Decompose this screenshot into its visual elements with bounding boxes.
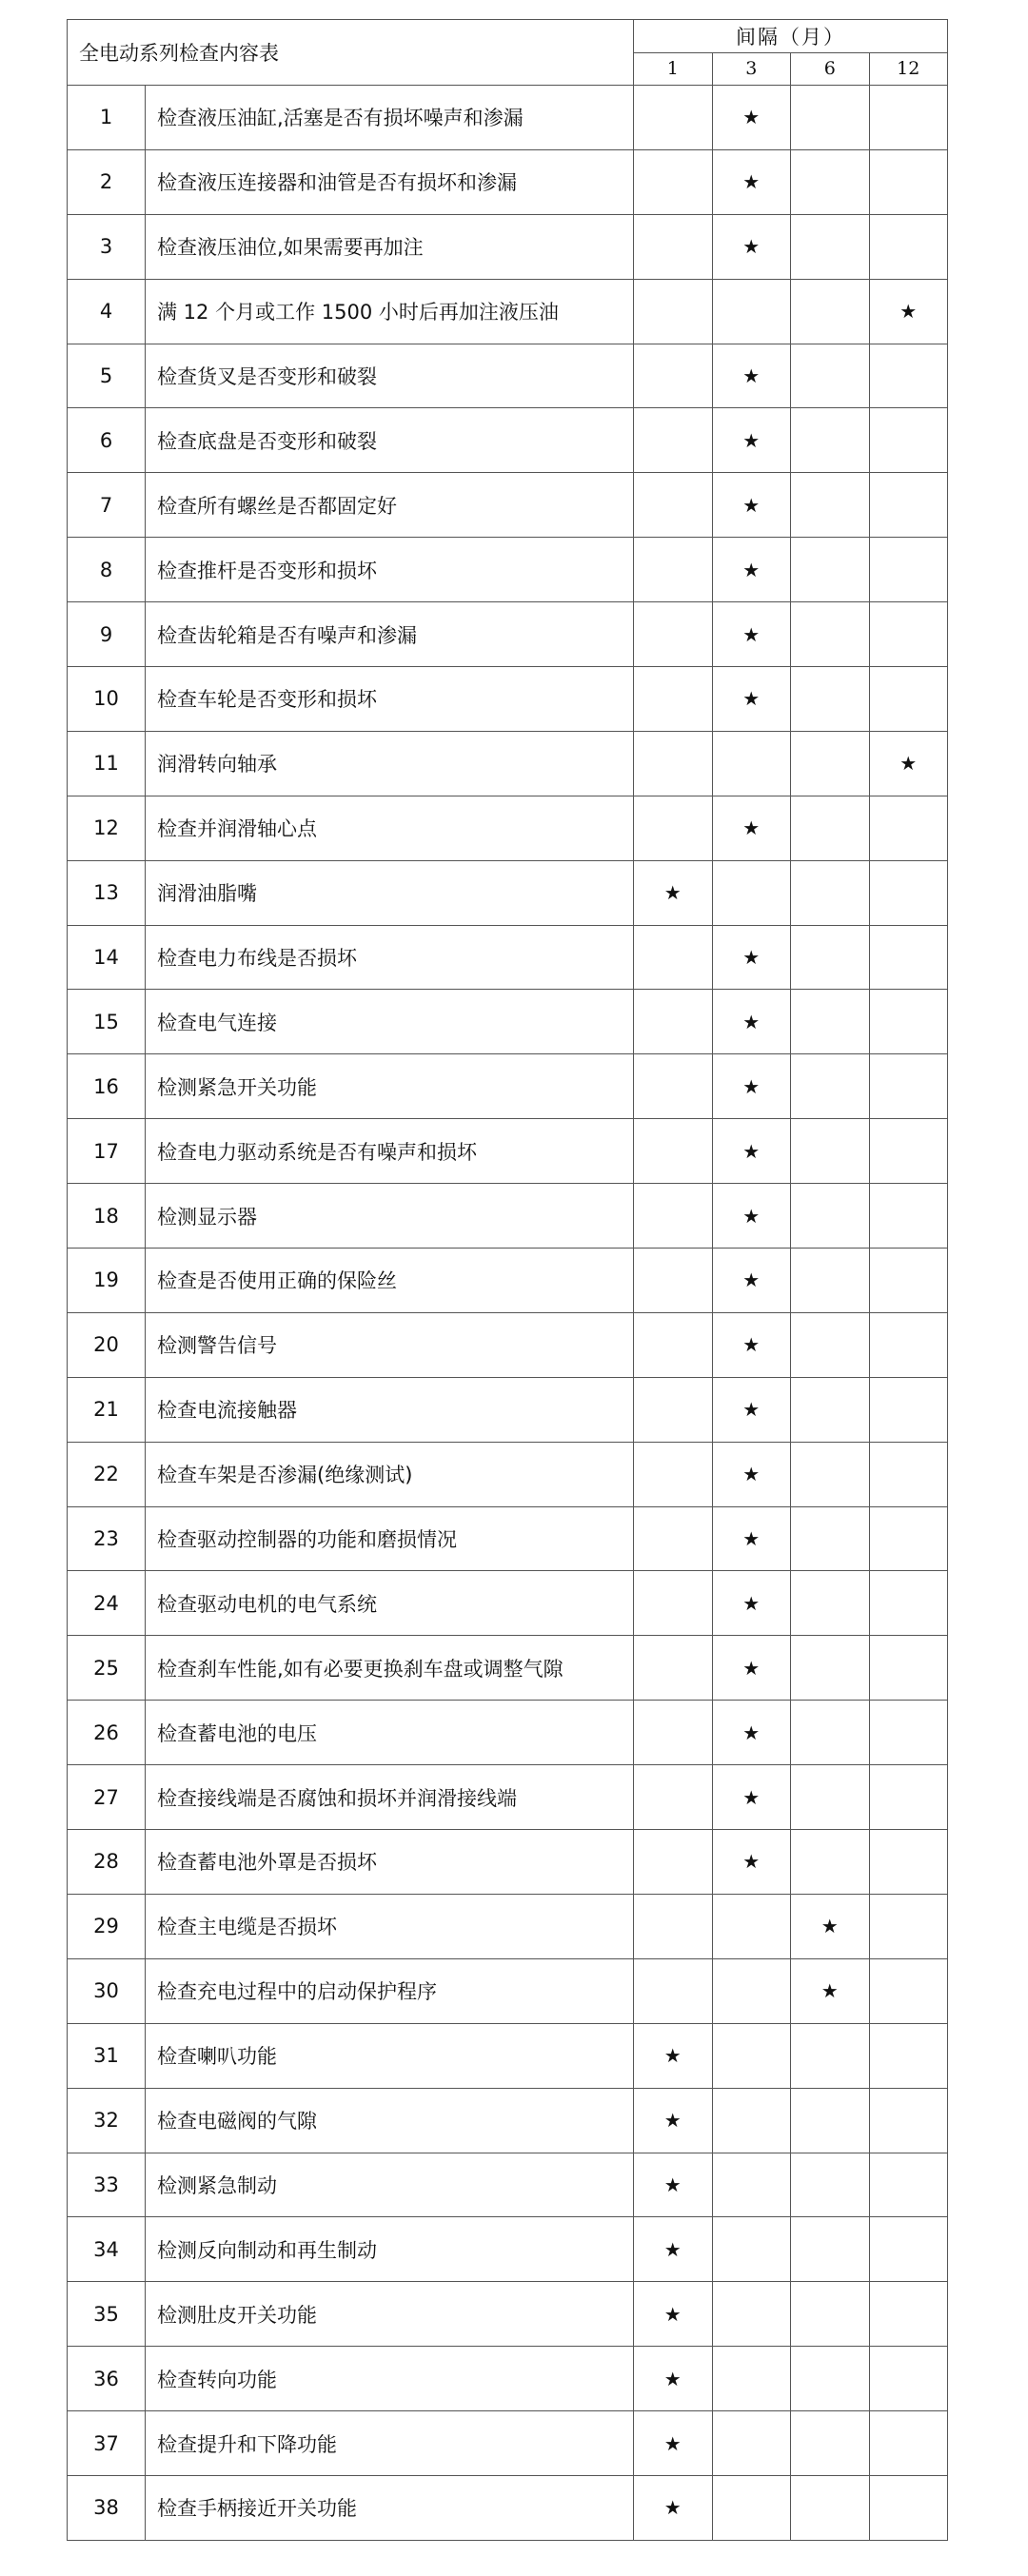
- month-header-6: 6: [791, 52, 870, 86]
- interval-mark-1-month: ★: [634, 2282, 713, 2347]
- inspection-table: [67, 19, 948, 2541]
- row-number: 23: [68, 1506, 146, 1571]
- row-number: 34: [68, 2217, 146, 2282]
- interval-mark-3-month: ★: [712, 408, 791, 473]
- month-header-12: 12: [869, 52, 948, 86]
- row-number: 1: [68, 86, 146, 150]
- interval-mark-6-month: [791, 1054, 870, 1119]
- interval-mark-3-month: [712, 2217, 791, 2282]
- row-description: 检查底盘是否变形和破裂: [146, 408, 634, 473]
- interval-mark-12-month: [869, 602, 948, 667]
- row-number: 22: [68, 1442, 146, 1506]
- table-row: [68, 602, 948, 667]
- interval-mark-12-month: [869, 2088, 948, 2153]
- interval-mark-3-month: ★: [712, 667, 791, 732]
- interval-mark-1-month: [634, 473, 713, 538]
- interval-mark-1-month: [634, 925, 713, 990]
- table-row: [68, 473, 948, 538]
- row-number: 5: [68, 344, 146, 408]
- row-description: 检测反向制动和再生制动: [146, 2217, 634, 2282]
- row-number: 3: [68, 214, 146, 279]
- row-description: 检测紧急开关功能: [146, 1054, 634, 1119]
- table-row: [68, 1249, 948, 1313]
- interval-mark-6-month: [791, 1184, 870, 1249]
- row-description: 检查推杆是否变形和损坏: [146, 538, 634, 602]
- interval-mark-1-month: [634, 1249, 713, 1313]
- interval-mark-12-month: [869, 2153, 948, 2217]
- interval-mark-1-month: ★: [634, 2411, 713, 2476]
- interval-mark-3-month: [712, 731, 791, 796]
- interval-mark-3-month: [712, 279, 791, 344]
- row-number: 7: [68, 473, 146, 538]
- table-row: [68, 1701, 948, 1765]
- interval-mark-12-month: [869, 538, 948, 602]
- row-description: 检查电力布线是否损坏: [146, 925, 634, 990]
- row-description: 检查蓄电池外罩是否损坏: [146, 1830, 634, 1895]
- interval-mark-1-month: [634, 279, 713, 344]
- interval-mark-1-month: [634, 796, 713, 860]
- interval-mark-3-month: ★: [712, 214, 791, 279]
- interval-mark-3-month: ★: [712, 1701, 791, 1765]
- interval-mark-3-month: ★: [712, 86, 791, 150]
- interval-mark-3-month: [712, 2088, 791, 2153]
- table-row: [68, 667, 948, 732]
- interval-mark-1-month: [634, 1184, 713, 1249]
- row-number: 13: [68, 860, 146, 925]
- interval-mark-6-month: [791, 1636, 870, 1701]
- table-row: [68, 408, 948, 473]
- interval-mark-12-month: [869, 860, 948, 925]
- interval-mark-6-month: [791, 1442, 870, 1506]
- interval-mark-3-month: ★: [712, 1377, 791, 1442]
- table-row: [68, 1830, 948, 1895]
- interval-mark-6-month: [791, 1249, 870, 1313]
- row-number: 9: [68, 602, 146, 667]
- interval-mark-12-month: [869, 1958, 948, 2023]
- row-description: 检测警告信号: [146, 1312, 634, 1377]
- interval-mark-6-month: [791, 1506, 870, 1571]
- table-row: [68, 1442, 948, 1506]
- interval-mark-6-month: [791, 796, 870, 860]
- interval-mark-3-month: [712, 860, 791, 925]
- interval-mark-12-month: [869, 1377, 948, 1442]
- interval-mark-6-month: [791, 86, 870, 150]
- interval-mark-1-month: [634, 86, 713, 150]
- row-description: 检查手柄接近开关功能: [146, 2475, 634, 2540]
- interval-mark-12-month: [869, 2217, 948, 2282]
- interval-mark-1-month: [634, 538, 713, 602]
- row-number: 21: [68, 1377, 146, 1442]
- row-number: 30: [68, 1958, 146, 2023]
- row-number: 37: [68, 2411, 146, 2476]
- interval-mark-12-month: [869, 1054, 948, 1119]
- interval-mark-1-month: [634, 1701, 713, 1765]
- table-row: [68, 1184, 948, 1249]
- interval-mark-12-month: [869, 1506, 948, 1571]
- interval-mark-1-month: [634, 1054, 713, 1119]
- interval-mark-6-month: [791, 731, 870, 796]
- table-row: [68, 1119, 948, 1184]
- interval-mark-6-month: [791, 473, 870, 538]
- interval-mark-3-month: ★: [712, 1636, 791, 1701]
- interval-mark-6-month: ★: [791, 1958, 870, 2023]
- interval-mark-1-month: ★: [634, 2023, 713, 2088]
- interval-mark-1-month: [634, 344, 713, 408]
- row-description: 检查液压连接器和油管是否有损坏和渗漏: [146, 149, 634, 214]
- interval-mark-6-month: [791, 2475, 870, 2540]
- interval-mark-6-month: ★: [791, 1894, 870, 1958]
- interval-mark-6-month: [791, 2347, 870, 2411]
- table-title: 全电动系列检查内容表: [68, 20, 634, 86]
- interval-mark-6-month: [791, 1312, 870, 1377]
- interval-mark-12-month: [869, 2282, 948, 2347]
- interval-mark-3-month: ★: [712, 1312, 791, 1377]
- row-description: 检查货叉是否变形和破裂: [146, 344, 634, 408]
- interval-mark-6-month: [791, 925, 870, 990]
- interval-mark-12-month: [869, 1636, 948, 1701]
- row-description: 检查并润滑轴心点: [146, 796, 634, 860]
- interval-mark-3-month: [712, 2475, 791, 2540]
- interval-mark-6-month: [791, 1119, 870, 1184]
- row-description: 润滑转向轴承: [146, 731, 634, 796]
- row-number: 20: [68, 1312, 146, 1377]
- interval-mark-6-month: [791, 2023, 870, 2088]
- interval-mark-1-month: [634, 667, 713, 732]
- row-description: 检查液压油位,如果需要再加注: [146, 214, 634, 279]
- row-description: 检查电力驱动系统是否有噪声和损坏: [146, 1119, 634, 1184]
- interval-mark-6-month: [791, 2153, 870, 2217]
- interval-mark-1-month: [634, 1506, 713, 1571]
- interval-mark-12-month: [869, 1442, 948, 1506]
- row-number: 8: [68, 538, 146, 602]
- interval-mark-3-month: ★: [712, 1765, 791, 1830]
- interval-mark-12-month: [869, 990, 948, 1054]
- table-row: [68, 149, 948, 214]
- table-row: [68, 1312, 948, 1377]
- interval-mark-3-month: ★: [712, 149, 791, 214]
- interval-mark-3-month: ★: [712, 1571, 791, 1636]
- row-number: 15: [68, 990, 146, 1054]
- month-header-1: 1: [634, 52, 713, 86]
- table-row: [68, 860, 948, 925]
- row-description: 检查主电缆是否损坏: [146, 1894, 634, 1958]
- table-row: [68, 2347, 948, 2411]
- interval-mark-6-month: [791, 279, 870, 344]
- table-row: [68, 1894, 948, 1958]
- table-row: [68, 344, 948, 408]
- table-row: [68, 2023, 948, 2088]
- interval-mark-3-month: [712, 2347, 791, 2411]
- table-row: [68, 1377, 948, 1442]
- row-number: 25: [68, 1636, 146, 1701]
- interval-mark-12-month: [869, 2411, 948, 2476]
- table-row: [68, 990, 948, 1054]
- table-row: [68, 1571, 948, 1636]
- interval-mark-6-month: [791, 214, 870, 279]
- interval-mark-1-month: [634, 1958, 713, 2023]
- interval-mark-12-month: [869, 1312, 948, 1377]
- interval-mark-6-month: [791, 344, 870, 408]
- interval-mark-12-month: [869, 667, 948, 732]
- interval-mark-12-month: [869, 796, 948, 860]
- row-number: 32: [68, 2088, 146, 2153]
- interval-mark-12-month: [869, 2023, 948, 2088]
- row-number: 29: [68, 1894, 146, 1958]
- interval-mark-3-month: ★: [712, 1442, 791, 1506]
- interval-mark-1-month: [634, 602, 713, 667]
- interval-mark-1-month: [634, 214, 713, 279]
- row-description: 检查所有螺丝是否都固定好: [146, 473, 634, 538]
- row-number: 4: [68, 279, 146, 344]
- table-row: [68, 2411, 948, 2476]
- interval-mark-6-month: [791, 1571, 870, 1636]
- interval-mark-1-month: ★: [634, 2347, 713, 2411]
- interval-mark-12-month: [869, 1701, 948, 1765]
- interval-header: 间隔（月）: [634, 20, 948, 53]
- table-row: [68, 796, 948, 860]
- row-description: 检查驱动电机的电气系统: [146, 1571, 634, 1636]
- interval-mark-1-month: ★: [634, 2475, 713, 2540]
- row-number: 27: [68, 1765, 146, 1830]
- table-row: [68, 2475, 948, 2540]
- interval-mark-12-month: [869, 408, 948, 473]
- interval-mark-1-month: [634, 990, 713, 1054]
- interval-mark-12-month: [869, 925, 948, 990]
- row-description: 检查刹车性能,如有必要更换刹车盘或调整气隙: [146, 1636, 634, 1701]
- row-number: 6: [68, 408, 146, 473]
- table-body: [68, 86, 948, 2541]
- interval-mark-3-month: ★: [712, 796, 791, 860]
- row-number: 2: [68, 149, 146, 214]
- interval-mark-1-month: [634, 1571, 713, 1636]
- interval-mark-12-month: [869, 1119, 948, 1184]
- interval-mark-3-month: ★: [712, 602, 791, 667]
- interval-mark-12-month: ★: [869, 731, 948, 796]
- row-number: 35: [68, 2282, 146, 2347]
- interval-mark-6-month: [791, 2282, 870, 2347]
- interval-mark-6-month: [791, 1377, 870, 1442]
- interval-mark-6-month: [791, 602, 870, 667]
- row-number: 24: [68, 1571, 146, 1636]
- interval-mark-3-month: [712, 2153, 791, 2217]
- row-description: 检测显示器: [146, 1184, 634, 1249]
- interval-mark-3-month: [712, 2023, 791, 2088]
- row-number: 16: [68, 1054, 146, 1119]
- row-description: 检测肚皮开关功能: [146, 2282, 634, 2347]
- interval-mark-12-month: [869, 1830, 948, 1895]
- interval-mark-3-month: ★: [712, 925, 791, 990]
- row-description: 检查接线端是否腐蚀和损坏并润滑接线端: [146, 1765, 634, 1830]
- interval-mark-12-month: [869, 2347, 948, 2411]
- table-row: [68, 2153, 948, 2217]
- interval-mark-3-month: ★: [712, 1054, 791, 1119]
- interval-mark-3-month: ★: [712, 990, 791, 1054]
- table-row: [68, 279, 948, 344]
- row-description: 润滑油脂嘴: [146, 860, 634, 925]
- row-description: 检查喇叭功能: [146, 2023, 634, 2088]
- interval-mark-1-month: ★: [634, 2153, 713, 2217]
- interval-mark-6-month: [791, 1765, 870, 1830]
- interval-mark-6-month: [791, 408, 870, 473]
- table-row: [68, 2088, 948, 2153]
- interval-mark-12-month: [869, 86, 948, 150]
- interval-mark-12-month: [869, 1571, 948, 1636]
- interval-mark-1-month: [634, 149, 713, 214]
- interval-mark-12-month: [869, 473, 948, 538]
- interval-mark-1-month: ★: [634, 860, 713, 925]
- interval-mark-6-month: [791, 2217, 870, 2282]
- table-row: [68, 2217, 948, 2282]
- table-row: [68, 1636, 948, 1701]
- interval-mark-12-month: [869, 1894, 948, 1958]
- row-description: 检查液压油缸,活塞是否有损坏噪声和渗漏: [146, 86, 634, 150]
- interval-mark-1-month: [634, 1830, 713, 1895]
- row-number: 14: [68, 925, 146, 990]
- interval-mark-6-month: [791, 149, 870, 214]
- row-description: 检查提升和下降功能: [146, 2411, 634, 2476]
- row-number: 28: [68, 1830, 146, 1895]
- row-description: 检查驱动控制器的功能和磨损情况: [146, 1506, 634, 1571]
- interval-mark-3-month: ★: [712, 538, 791, 602]
- table-row: [68, 2282, 948, 2347]
- interval-mark-3-month: ★: [712, 1249, 791, 1313]
- table-row: [68, 1054, 948, 1119]
- interval-mark-12-month: [869, 1184, 948, 1249]
- row-number: 19: [68, 1249, 146, 1313]
- row-description: 检查车架是否渗漏(绝缘测试): [146, 1442, 634, 1506]
- row-description: 检查转向功能: [146, 2347, 634, 2411]
- table-row: [68, 538, 948, 602]
- interval-mark-6-month: [791, 538, 870, 602]
- interval-mark-6-month: [791, 2411, 870, 2476]
- table-row: [68, 925, 948, 990]
- interval-mark-3-month: ★: [712, 344, 791, 408]
- interval-mark-3-month: ★: [712, 1119, 791, 1184]
- interval-mark-1-month: [634, 1377, 713, 1442]
- interval-mark-1-month: ★: [634, 2217, 713, 2282]
- row-number: 10: [68, 667, 146, 732]
- table-row: [68, 1506, 948, 1571]
- interval-mark-6-month: [791, 990, 870, 1054]
- table-row: [68, 1958, 948, 2023]
- table-row: [68, 86, 948, 150]
- row-description: 检查电磁阀的气隙: [146, 2088, 634, 2153]
- interval-mark-3-month: ★: [712, 1506, 791, 1571]
- interval-mark-3-month: [712, 1894, 791, 1958]
- interval-mark-6-month: [791, 667, 870, 732]
- interval-mark-6-month: [791, 860, 870, 925]
- row-number: 11: [68, 731, 146, 796]
- interval-mark-12-month: [869, 149, 948, 214]
- row-number: 38: [68, 2475, 146, 2540]
- table-row: [68, 1765, 948, 1830]
- row-number: 17: [68, 1119, 146, 1184]
- month-header-3: 3: [712, 52, 791, 86]
- interval-mark-12-month: [869, 1765, 948, 1830]
- interval-mark-12-month: [869, 344, 948, 408]
- row-description: 检查蓄电池的电压: [146, 1701, 634, 1765]
- row-number: 12: [68, 796, 146, 860]
- interval-mark-1-month: [634, 1442, 713, 1506]
- row-number: 36: [68, 2347, 146, 2411]
- row-number: 31: [68, 2023, 146, 2088]
- row-description: 检测紧急制动: [146, 2153, 634, 2217]
- interval-mark-6-month: [791, 2088, 870, 2153]
- row-description: 检查车轮是否变形和损坏: [146, 667, 634, 732]
- interval-mark-3-month: [712, 2411, 791, 2476]
- interval-mark-3-month: ★: [712, 473, 791, 538]
- row-description: 检查是否使用正确的保险丝: [146, 1249, 634, 1313]
- row-description: 检查齿轮箱是否有噪声和渗漏: [146, 602, 634, 667]
- interval-mark-1-month: [634, 1636, 713, 1701]
- interval-mark-3-month: [712, 1958, 791, 2023]
- row-description: 检查电流接触器: [146, 1377, 634, 1442]
- interval-mark-3-month: ★: [712, 1184, 791, 1249]
- row-description: 检查充电过程中的启动保护程序: [146, 1958, 634, 2023]
- table-row: [68, 731, 948, 796]
- interval-mark-1-month: [634, 1312, 713, 1377]
- interval-mark-6-month: [791, 1701, 870, 1765]
- interval-mark-1-month: [634, 731, 713, 796]
- interval-mark-12-month: [869, 2475, 948, 2540]
- row-number: 26: [68, 1701, 146, 1765]
- interval-mark-1-month: ★: [634, 2088, 713, 2153]
- row-number: 33: [68, 2153, 146, 2217]
- row-description: 满 12 个月或工作 1500 小时后再加注液压油: [146, 279, 634, 344]
- interval-mark-1-month: [634, 1765, 713, 1830]
- interval-mark-12-month: [869, 214, 948, 279]
- interval-mark-1-month: [634, 1894, 713, 1958]
- interval-mark-1-month: [634, 1119, 713, 1184]
- interval-mark-1-month: [634, 408, 713, 473]
- interval-mark-3-month: ★: [712, 1830, 791, 1895]
- table-row: [68, 214, 948, 279]
- row-number: 18: [68, 1184, 146, 1249]
- interval-mark-6-month: [791, 1830, 870, 1895]
- interval-mark-12-month: ★: [869, 279, 948, 344]
- row-description: 检查电气连接: [146, 990, 634, 1054]
- interval-mark-12-month: [869, 1249, 948, 1313]
- interval-mark-3-month: [712, 2282, 791, 2347]
